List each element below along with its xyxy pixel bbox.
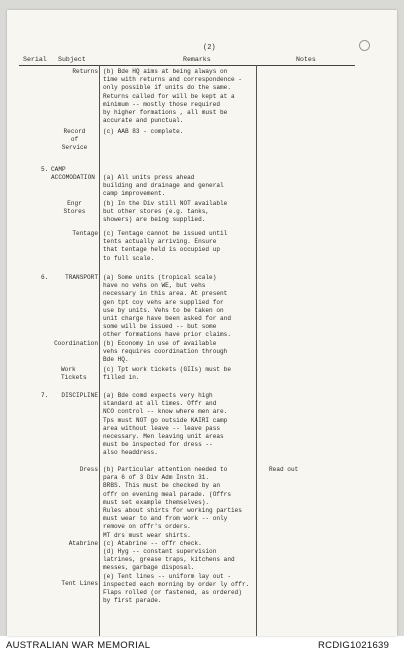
serial-7: 7.	[41, 392, 49, 399]
subject-dress: Dress	[79, 466, 98, 473]
subject-transport: TRANSPORT	[65, 274, 98, 281]
remarks-returns: (b) Bde HQ aims at being always on time with returns and correspondence - only possible if units do the same. Returns called for will be kept at a minimum -- mostly those required by higher formations , all must be accurate and punctual.	[103, 68, 242, 125]
remarks-coordination: (b) Economy in use of available vehs requires coordination through Bde HQ.	[103, 340, 228, 364]
remarks-record-of-service: (c) AAB 83 - complete.	[103, 128, 184, 135]
header-serial: Serial	[23, 56, 47, 63]
footer-archive-name: AUSTRALIAN WAR MEMORIAL	[6, 640, 151, 651]
document-sheet	[7, 10, 397, 636]
remarks-work-tickets: (c) Tpt work tickets (GIIs) must be filled in.	[103, 366, 231, 382]
subject-atabrine: Atabrine	[68, 540, 98, 547]
footer-record-id: RCDIG1021639	[318, 640, 390, 651]
header-remarks: Remarks	[183, 56, 211, 63]
subject-camp-accomodation: CAMP ACCOMODATION	[51, 166, 95, 182]
subject-coordination: Coordination	[54, 340, 98, 347]
subject-tentage: Tentage	[72, 230, 98, 237]
header-subject: Subject	[58, 56, 86, 63]
subject-discipline: DISCIPLINE	[61, 392, 98, 399]
subject-record-of-service: Record of Service	[61, 128, 88, 152]
remarks-discipline: (a) Bde comd expects very high standard at all times. Offr and NCO control -- know where men are. Tps must NOT go outside KAIRI camp area without leave -- leave pass necessary. Men leaving unit areas must be inspected for dress -- also headdress.	[103, 392, 228, 457]
subject-work-tickets: Work Tickets	[61, 366, 87, 382]
remarks-engr-stores: (b) In the Div still NOT available but other stores (e.g. tanks, showers) are being supplied.	[103, 200, 228, 224]
header-rule	[19, 65, 355, 66]
remarks-atabrine: (c) Atabrine -- offr check.	[103, 540, 202, 547]
remarks-dress: (b) Particular attention needed to para 6 of 3 Div Adm Instn 31. BRBS. This must be checked by an offr on evening meal parade. (Offrs must set example themselves). Rules about shirts for working parties must wear to and from work -- only remove on offr's orders. MT drs must wear shirts.	[103, 466, 242, 539]
serial-5: 5.	[41, 166, 49, 173]
remarks-tentage: (c) Tentage cannot be issued until tents actually arriving. Ensure that tentage held is occupied up to full scale.	[103, 230, 228, 262]
subject-returns: Returns	[72, 68, 98, 75]
remarks-tent-lines: (d) Hyg -- constant supervision latrines, grease traps, kitchens and messes, garbage disposal. (e) Tent lines -- uniform lay out - inspected each morning by order ly offr. Flaps rolled (or fastened, as ordered) by first parade.	[103, 548, 250, 605]
column-divider-remarks	[256, 65, 257, 636]
subject-tent-lines: Tent Lines	[61, 580, 98, 587]
page-corner-mark	[359, 40, 370, 51]
subject-engr-stores: Engr Stores	[63, 200, 86, 216]
remarks-camp-accomodation: (a) All units press ahead building and drainage and general camp improvement.	[103, 174, 224, 198]
note-read-out: Read out	[269, 466, 299, 473]
column-divider-subject	[99, 65, 100, 636]
serial-6: 6.	[41, 274, 49, 281]
header-notes: Notes	[296, 56, 316, 63]
page-number: (2)	[203, 44, 216, 52]
remarks-transport: (a) Some units (tropical scale) have no vehs on WE, but vehs necessary in this area. At present gen tpt coy vehs are supplied for use by units. Vehs to be taken on unit charge have been asked for and some will be issued -- but some other formations have prior claims.	[103, 274, 231, 339]
